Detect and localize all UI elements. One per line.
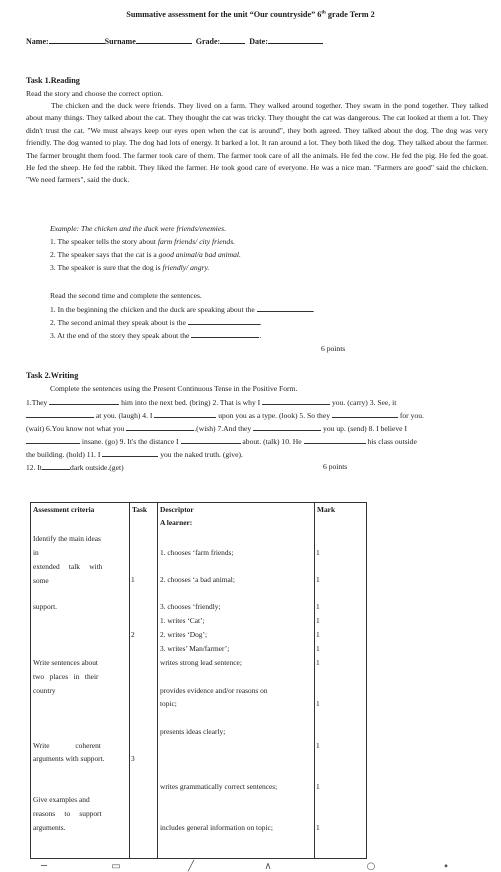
task1-points: 6 points xyxy=(321,344,346,353)
mark-value: 1 xyxy=(316,658,320,667)
mark-value: 1 xyxy=(316,602,320,611)
task2-row-6: 12. It dark outside.(get) xyxy=(26,463,124,472)
page-title: Summative assessment for the unit “Our countryside” 6th grade Term 2 xyxy=(126,10,375,19)
assessment-table xyxy=(30,502,367,859)
mark-value: 1 xyxy=(316,630,320,639)
header-mark: Mark xyxy=(317,505,336,514)
task2-row-3: (wait) 6.You know not what you .(wish) 7.And they you up. (send) 8. I believe I xyxy=(26,424,407,433)
descriptor-text: writes strong lead sentence; xyxy=(160,658,242,667)
date-label: Date: xyxy=(249,37,268,46)
descriptor-text: includes general information on topic; xyxy=(160,823,273,832)
criterion-text: Give examples and xyxy=(33,795,90,804)
mark-value: 1 xyxy=(316,782,320,791)
name-blank xyxy=(49,36,105,44)
task1-heading: Task 1.Reading xyxy=(26,76,80,85)
mark-value: 1 xyxy=(316,548,320,557)
mark-value: 1 xyxy=(316,741,320,750)
share-icon[interactable]: ∧ xyxy=(264,861,272,872)
descriptor-column xyxy=(158,503,315,859)
question-1: 1. The speaker tells the story about farm friends/ city friends. xyxy=(50,237,236,246)
task-number: 2 xyxy=(131,630,135,639)
criterion-text: Write sentences about xyxy=(33,658,98,667)
story-text: The chicken and the duck were friends. They lived on a farm. They walked around together. They swam in the pond together. They talked about many things. They talked about the cat. They thought the cat was tricky. They thought the cat was dangerous. The cat looked at them a lot. They didn't trust the cat. "We must always keep our eyes open when the cat is around", they both agreed. They talked about the dog. The dog was very friendly. The dog wanted to play. The dog had lots of energy. It barked a lot. It ran around a lot. They both liked the dog. They talked about the farmer. The farmer brought them food. The farmer took care of them. The farmer took care of all the animals. He fed the cow. He fed the pig. He fed the goat. He fed the sheep. He fed the rabbit. They liked the farmer. He took good care of everyone. He was a nice man. "Farmers are good" said the chicken. "We need farmers", said the duck. xyxy=(26,101,488,185)
descriptor-text: writes grammatically correct sentences; xyxy=(160,782,278,791)
criterion-text: Write coherent xyxy=(33,741,101,750)
surname-label: Surname xyxy=(104,37,136,46)
viewer-toolbar xyxy=(0,858,501,872)
header-criteria: Assessment criteria xyxy=(33,505,95,514)
task1-instruction: Read the story and choose the correct option. xyxy=(26,89,164,98)
question-2: 2. The speaker says that the cat is a good animal/a bad animal. xyxy=(50,250,241,259)
task2-row-5: the building. (hold) 11. I you the naked truth. (give). xyxy=(26,450,243,459)
descriptor-text: 3. writes’ Man/farmer’; xyxy=(160,644,230,653)
descriptor-text: provides evidence and/or reasons on xyxy=(160,686,268,695)
descriptor-text: 2. chooses ‘a bad animal; xyxy=(160,575,235,584)
mark-value: 1 xyxy=(316,699,320,708)
criterion-text: extended talk with xyxy=(33,562,103,571)
task2-row-2: at you. (laugh) 4. I upon you as a type. (look) 5. So they for you. xyxy=(26,410,424,420)
criterion-text: support. xyxy=(33,602,58,611)
criterion-text: arguments. xyxy=(33,823,66,832)
mark-value: 1 xyxy=(316,575,320,584)
criteria-column xyxy=(31,503,130,859)
descriptor-text: topic; xyxy=(160,699,177,708)
criterion-text: country xyxy=(33,686,56,695)
sentence-3: 3. At the end of the story they speak about the . xyxy=(50,331,262,340)
question-3: 3. The speaker is sure that the dog is friendly/ angry. xyxy=(50,263,210,272)
task2-row-1: 1.They him into the next bed. (bring) 2. That is why I you. (carry) 3. See, it xyxy=(26,398,397,407)
mark-column xyxy=(315,503,367,859)
grade-blank xyxy=(220,36,245,44)
task-number: 1 xyxy=(131,575,135,584)
task-number: 3 xyxy=(131,754,135,763)
descriptor-subheader: A learner: xyxy=(160,518,193,527)
date-blank xyxy=(268,36,323,44)
criterion-text: two places in their xyxy=(33,672,99,681)
header-descriptor: Descriptor xyxy=(160,505,194,514)
task2-points: 6 points xyxy=(323,462,348,471)
criterion-text: arguments with support. xyxy=(33,754,105,763)
student-info-line xyxy=(26,36,323,47)
criterion-text: reasons to support xyxy=(33,809,102,818)
descriptor-text: 3. chooses ‘friendly; xyxy=(160,602,221,611)
task2-instruction: Complete the sentences using the Present Continuous Tense in the Positive Form. xyxy=(50,384,298,393)
mark-value: 1 xyxy=(316,644,320,653)
sentence-2: 2. The second animal they speak about is the . xyxy=(50,318,262,327)
mark-value: 1 xyxy=(316,616,320,625)
mark-value: 1 xyxy=(316,823,320,832)
criterion-text: in xyxy=(33,548,39,557)
sentence-1: 1. In the beginning the chicken and the duck are speaking about the . xyxy=(50,305,315,314)
marker-icon[interactable]: ╱ xyxy=(187,861,195,872)
more-icon[interactable]: ∙ xyxy=(442,861,450,872)
criterion-text: Identify the main ideas xyxy=(33,534,101,543)
draw-icon[interactable]: ─ xyxy=(40,861,48,872)
descriptor-text: presents ideas clearly; xyxy=(160,727,226,736)
criterion-text: some xyxy=(33,576,49,585)
shape-icon[interactable]: ▭ xyxy=(111,861,121,872)
grade-label: Grade: xyxy=(195,37,221,46)
task-column xyxy=(130,503,158,859)
task2-row-4: insane. (go) 9. It's the distance I about. (talk) 10. He his class outside xyxy=(26,436,417,446)
descriptor-text: 1. chooses ‘farm friends; xyxy=(160,548,234,557)
header-task: Task xyxy=(132,505,147,514)
descriptor-text: 2. writes ‘Dog’; xyxy=(160,630,208,639)
task2-heading: Task 2.Writing xyxy=(26,371,79,380)
example-line: Example: The chicken and the duck were friends/enemies. xyxy=(50,224,227,233)
second-instruction: Read the second time and complete the sentences. xyxy=(50,291,202,300)
surname-blank xyxy=(136,36,192,44)
descriptor-text: 1. writes ‘Cat’; xyxy=(160,616,205,625)
search-icon[interactable]: ○ xyxy=(366,861,376,872)
name-label: Name: xyxy=(26,37,49,46)
